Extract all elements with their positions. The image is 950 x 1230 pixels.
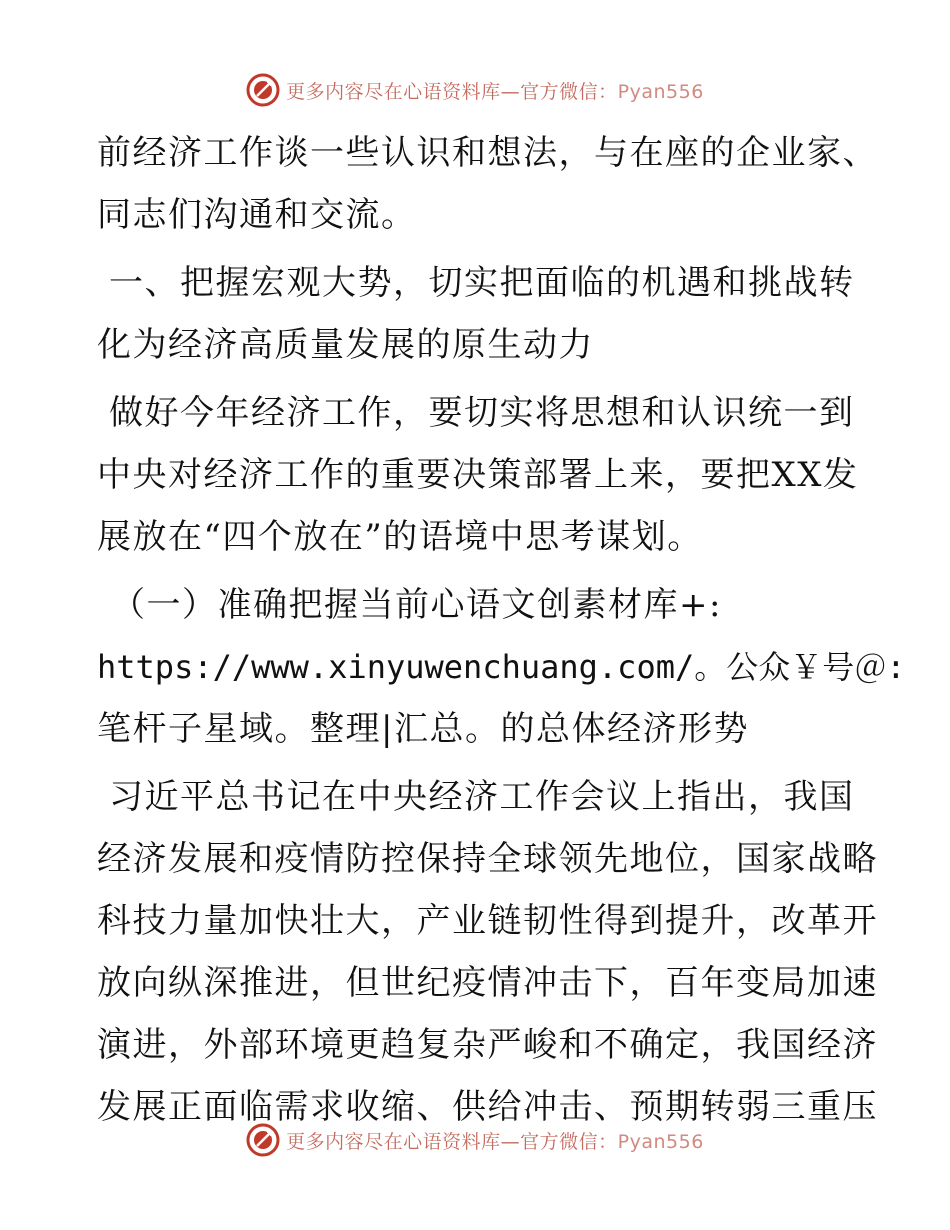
text-line: 化为经济高质量发展的原生动力 [97, 325, 594, 365]
text-line: 中央对经济工作的重要决策部署上来，要把XX发 [97, 455, 859, 495]
watermark-text: 更多内容尽在心语资料库—官方微信：Pyan556 [286, 1130, 704, 1153]
footer-watermark [0, 1118, 950, 1162]
text-line: 笔杆子星域。整理|汇总。的总体经济形势 [97, 709, 749, 749]
text-line: 展放在“四个放在”的语境中思考谋划。 [97, 517, 703, 557]
brand-logo-icon [246, 73, 280, 107]
text-line: 发展正面临需求收缩、供给冲击、预期转弱三重压 [97, 1087, 878, 1127]
url-line: https://www.xinyuwenchuang.com/。公众￥号＠: [97, 648, 906, 686]
brand-logo-icon [246, 1123, 280, 1157]
text-line: 习近平总书记在中央经济工作会议上指出，我国 [109, 777, 855, 817]
text-line: 经济发展和疫情防控保持全球领先地位，国家战略 [97, 839, 878, 879]
paragraph [97, 766, 878, 1138]
text-line: 前经济工作谈一些认识和想法，与在座的企业家、 [97, 133, 878, 173]
paragraph [97, 382, 857, 568]
text-line: 一、把握宏观大势，切实把面临的机遇和挑战转 [109, 263, 855, 303]
subsection-heading [97, 574, 906, 760]
section-heading [97, 252, 857, 376]
text-line: 演进，外部环境更趋复杂严峻和不确定，我国经济 [97, 1025, 878, 1065]
document-body [97, 122, 906, 1138]
paragraph [97, 122, 878, 246]
text-line: 放向纵深推进，但世纪疫情冲击下，百年变局加速 [97, 963, 878, 1003]
text-line: （一）准确把握当前心语文创素材库+: [111, 585, 722, 625]
watermark-text: 更多内容尽在心语资料库—官方微信：Pyan556 [286, 80, 704, 103]
text-line: 科技力量加快壮大，产业链韧性得到提升，改革开 [97, 901, 878, 941]
text-line: 同志们沟通和交流。 [97, 195, 417, 235]
text-line: 做好今年经济工作，要切实将思想和认识统一到 [109, 393, 855, 433]
header-watermark [0, 68, 950, 112]
